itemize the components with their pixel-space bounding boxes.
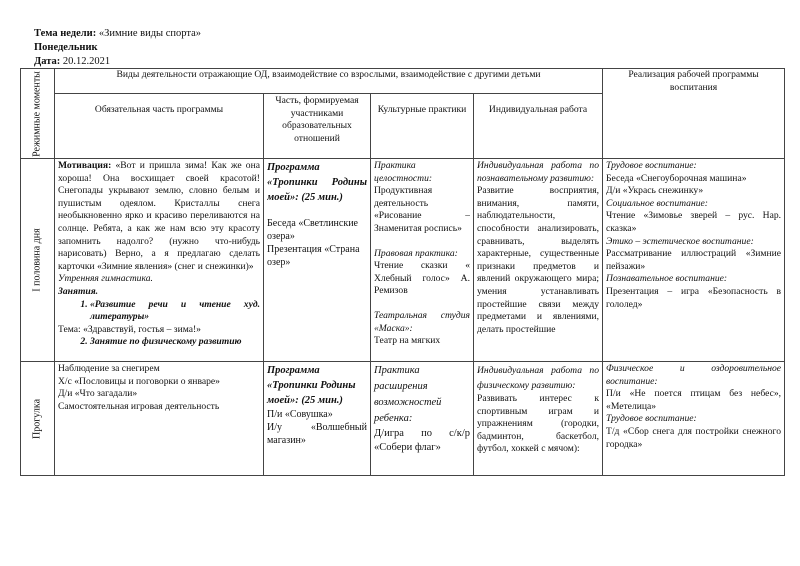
presentation-lakes: Презентация «Страна озер» (267, 244, 360, 268)
lessons-label: Занятия. (58, 285, 99, 297)
theater-studio-text: Театр на мягких (374, 335, 441, 347)
date-label: Дата: (34, 56, 61, 67)
program-title: Программа «Тропинки Родины моей»: (25 мин.) (267, 365, 356, 406)
header-individual-work: Индивидуальная работа (474, 94, 603, 159)
program-title: Программа «Тропинки Родины моей»: (25 мин.) (267, 162, 367, 203)
individual-cognitive-text: Развитие восприятия, внимания, памяти, наблюдательности, способности анализировать, сравнивать, выделять характерные, существенные признаки предметов и явлений окружающего мира; умения устанавливать простейшие связи между предметами и явлениями, делать простейшие (477, 185, 600, 335)
physical-upbringing-line: П/и «Не поется птицам без небес», «Метелица» (606, 388, 782, 412)
walk-activity: Самостоятельная игровая деятельность (58, 400, 220, 412)
labor-upbringing-label: Трудовое воспитание: (606, 160, 697, 171)
header-participants-part: Часть, формируемая участниками образовательных отношений (264, 94, 371, 159)
cognitive-upbringing-line: Презентация – игра «Безопасность в гололед» (606, 285, 782, 310)
date-value: 20.12.2021 (60, 56, 111, 67)
ethical-upbringing-line: Рассматривание иллюстраций «Зимние пейзажи» (606, 248, 782, 272)
labor-upbringing-line: Д/и «Укрась снежинку» (606, 185, 704, 197)
header-mandatory-part: Обязательная часть программы (55, 94, 264, 159)
practice-integrity-text: Продуктивная деятельность «Рисование – Знаменитая роспись» (374, 185, 470, 234)
header-upbringing-program: Реализация рабочей программы воспитания (603, 69, 785, 159)
week-theme (34, 27, 201, 41)
labor-upbringing-line: Беседа «Снегоуборочная машина» (606, 172, 747, 184)
individual-physical-text: Развивать интерес к спортивным играм и упражнениям (городки, бадминтон, баскетбол, футбол, хоккей с мячом): (477, 393, 600, 455)
header-activity-types: Виды деятельности отражающие ОД, взаимодействие со взрослыми, взаимодействие с другими детьми (55, 69, 603, 94)
social-upbringing-line: Чтение «Зимовье зверей – рус. Нар. сказка» (606, 210, 782, 234)
practice-expansion-label: Практика расширения возможностей ребенка: (374, 365, 442, 424)
practice-legal-label: Правовая практика: (374, 247, 458, 259)
individual-cognitive-label: Индивидуальная работа по познавательному развитию: (477, 160, 600, 184)
table-row-first-half (21, 159, 785, 362)
theater-studio-label: Театральная студия «Маска»: (374, 309, 470, 334)
cognitive-upbringing-label: Познавательное воспитание: (606, 273, 728, 285)
lesson-physical: 2. Занятие по физическому развитию (90, 336, 260, 349)
labor-upbringing-line: Т/д «Сбор снега для постройки снежного городка» (606, 425, 782, 450)
cell-upbringing-first-half (603, 159, 785, 362)
morning-gymnastics: Утренняя гимнастика. (58, 273, 153, 285)
lesson-topic: Тема: «Здравствуй, гостья – зима!» (58, 323, 201, 335)
date-line (34, 55, 110, 69)
practice-legal-text: Чтение сказки « Хлебный голос» А. Ремизов (374, 260, 470, 297)
labor-upbringing-label: Трудовое воспитание: (606, 413, 697, 425)
day-label: Понедельник (34, 42, 98, 53)
week-theme-value: «Зимние виды спорта» (96, 28, 201, 39)
day-of-week (34, 41, 98, 55)
walk-activity: Х/с «Пословицы и поговорки о январе» (58, 375, 220, 387)
regime-first-half: I половина дня (21, 159, 55, 362)
header-regime-moments: Режимные моменты (21, 69, 55, 159)
header-cultural-practices: Культурные практики (371, 94, 474, 159)
week-theme-label: Тема недели: (34, 28, 97, 39)
cell-cultural-first-half (371, 159, 474, 362)
cell-individual-walk (474, 362, 603, 476)
cell-cultural-walk (371, 362, 474, 476)
header-row-1 (21, 69, 785, 94)
practice-expansion-text: Д/игра по с/к/р «Собери флаг» (374, 428, 470, 453)
table-row-walk (21, 362, 785, 476)
cell-participants-walk (264, 362, 371, 476)
cell-individual-first-half (474, 159, 603, 362)
walk-activity: Наблюдение за снегирем (58, 363, 160, 374)
social-upbringing-label: Социальное воспитание: (606, 197, 708, 209)
practice-integrity-label: Практика целостности: (374, 160, 433, 184)
ethical-upbringing-label: Этико – эстетическое воспитание: (606, 235, 754, 247)
game-owl: П/и «Совушка» (267, 409, 333, 420)
cell-mandatory-walk (55, 362, 264, 476)
game-magic-shop: И/у «Волшебный магазин» (267, 422, 367, 446)
walk-activity: Д/и «Что загадали» (58, 388, 138, 400)
motivation: Мотивация: «Вот и пришла зима! Как же она хороша! Она восхищает своей красотой! Снегопады укрывают землю, словно белым и пушистым одеялом. Кристаллы снега необыкновенно ярко и красиво переливаются на солнце. Ребята, а как же нам всю эту красоту запомнить надолго? (нужно что-нибудь нарисовать) Верно, а я предлагаю сделать карточки «Зимние явления» (снег и снежинки)» (58, 160, 260, 272)
regime-walk: Прогулка (21, 362, 55, 476)
cell-mandatory-first-half (55, 159, 264, 362)
talk-lakes: Беседа «Светлинские озера» (267, 218, 358, 242)
lesson-speech: 1. «Развитие речи и чтение худ. литературы» (90, 299, 260, 324)
daily-plan-table (20, 68, 785, 476)
physical-upbringing-label: Физическое и оздоровительное воспитание: (606, 363, 782, 387)
cell-upbringing-walk (603, 362, 785, 476)
cell-participants-first-half (264, 159, 371, 362)
individual-physical-label: Индивидуальная работа по физическому развитию: (477, 365, 600, 391)
